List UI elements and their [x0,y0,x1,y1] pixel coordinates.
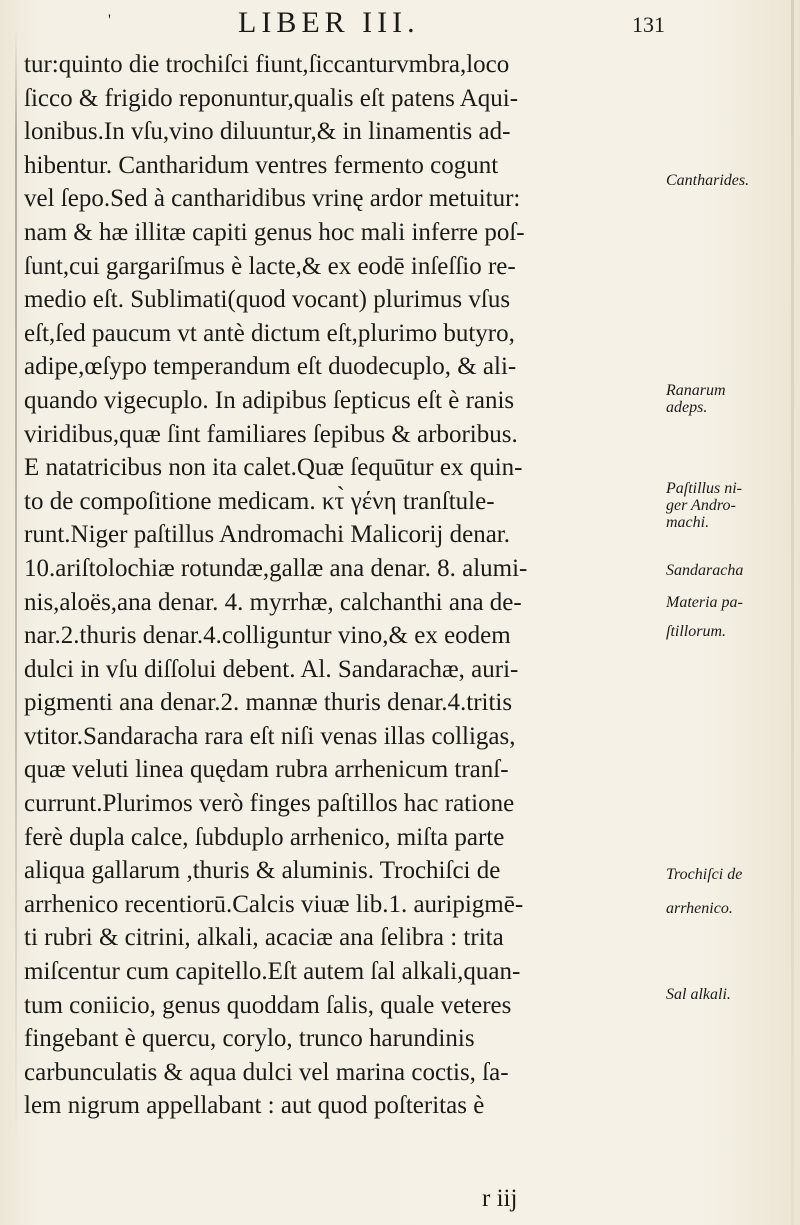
text-line: nis,aloës,ana denar. 4. myrrhæ, calchanthi ana de- [24,588,522,616]
text-line: ſunt,cui gargariſmus è lacte,& ex eodē inſeſſio re- [24,252,516,280]
margin-note: Materia pa- [666,594,743,611]
text-line: carbunculatis & aqua dulci vel marina coctis, ſa- [24,1058,509,1086]
text-line: aliqua gallarum ,thuris & aluminis. Trochiſci de [24,857,501,885]
text-line: medio eſt. Sublimati(quod vocant) plurimus vſus [24,286,511,314]
catchword: r iij [482,1185,518,1212]
header-mark: ' [108,12,111,29]
text-line: quando vigecuplo. In adipibus ſepticus eſt è ranis [24,386,515,414]
text-line: viridibus,quæ ſint familiares ſepibus & arboribus. [24,420,518,448]
margin-note: ſtillorum. [666,623,727,640]
margin-note: machi. [666,514,710,531]
text-line: tur:quinto die trochiſci fiunt,ſiccanturvmbra,loco [24,51,510,78]
text-line: tum coniicio, genus quoddam ſalis, quale veteres [24,991,512,1019]
text-line: to de compoſitione medicam. κτ̀ γένη tranſtule- [24,487,495,515]
text-line: runt.Niger paſtillus Andromachi Malicorij denar. [24,521,510,549]
margin-note: Sal alkali. [666,986,731,1003]
text-line: ſicco & frigido reponuntur,qualis eſt patens Aqui- [24,84,519,112]
text-line: miſcentur cum capitello.Eſt autem ſal alkali,quan- [24,958,521,986]
margin-note: Ranarum [666,382,726,399]
text-line: nam & hæ illitæ capiti genus hoc mali inferre poſ- [24,218,525,246]
text-line: ferè dupla calce, ſubduplo arrhenico, miſta parte [24,823,505,851]
text-line: eſt,ſed paucum vt antè dictum eſt,plurimo butyro, [24,319,515,347]
text-line: hibentur. Cantharidum ventres fermento cogunt [24,151,499,179]
text-line: fingebant è quercu, corylo, trunco harundinis [24,1025,475,1053]
gutter-shadow [15,30,17,1150]
margin-note: adeps. [666,399,708,416]
margin-note: Paſtillus ni- [666,480,742,497]
text-line: E natatricibus non ita calet.Quæ ſequūtur ex quin- [24,454,523,482]
text-line: vtitor.Sandaracha rara eſt niſi venas illas colligas, [24,722,516,750]
margin-note: Cantharides. [666,172,750,189]
page-number: 131 [632,12,665,37]
text-line: lem nigrum appellabant : aut quod poſteritas è [24,1092,485,1120]
page-edge [791,0,794,1225]
running-head: LIBER III. [238,6,420,39]
text-line: ti rubri & citrini, alkali, acaciæ ana ſelibra : trita [24,924,504,952]
text-line: currunt.Plurimos verò finges paſtillos hac ratione [24,790,515,818]
main-text-block [24,48,664,1123]
text-line: quæ veluti linea quędam rubra arrhenicum tranſ- [24,756,509,784]
text-line: lonibus.In vſu,vino diluuntur,& in linamentis ad- [24,118,511,146]
text-line: 10.ariſtolochiæ rotundæ,gallæ ana denar. 8. alumi- [24,554,528,582]
margin-note: ger Andro- [666,497,736,514]
margin-note: Trochiſci de [666,866,743,883]
margin-note: Sandaracha [666,562,744,579]
page-header [0,4,800,44]
text-line: arrhenico recentiorū.Calcis viuæ lib.1. auripigmē- [24,890,524,918]
text-line: nar.2.thuris denar.4.colliguntur vino,& ex eodem [24,622,511,650]
text-line: vel ſepo.Sed à cantharidibus vrinę ardor metuitur: [24,185,521,213]
text-line: pigmenti ana denar.2. mannæ thuris denar.4.tritis [24,689,513,717]
text-line: adipe,œſypo temperandum eſt duodecuplo, & ali- [24,353,517,381]
margin-note: arrhenico. [666,900,733,917]
text-line: dulci in vſu diſſolui debent. Al. Sandarachæ, auri- [24,655,519,683]
